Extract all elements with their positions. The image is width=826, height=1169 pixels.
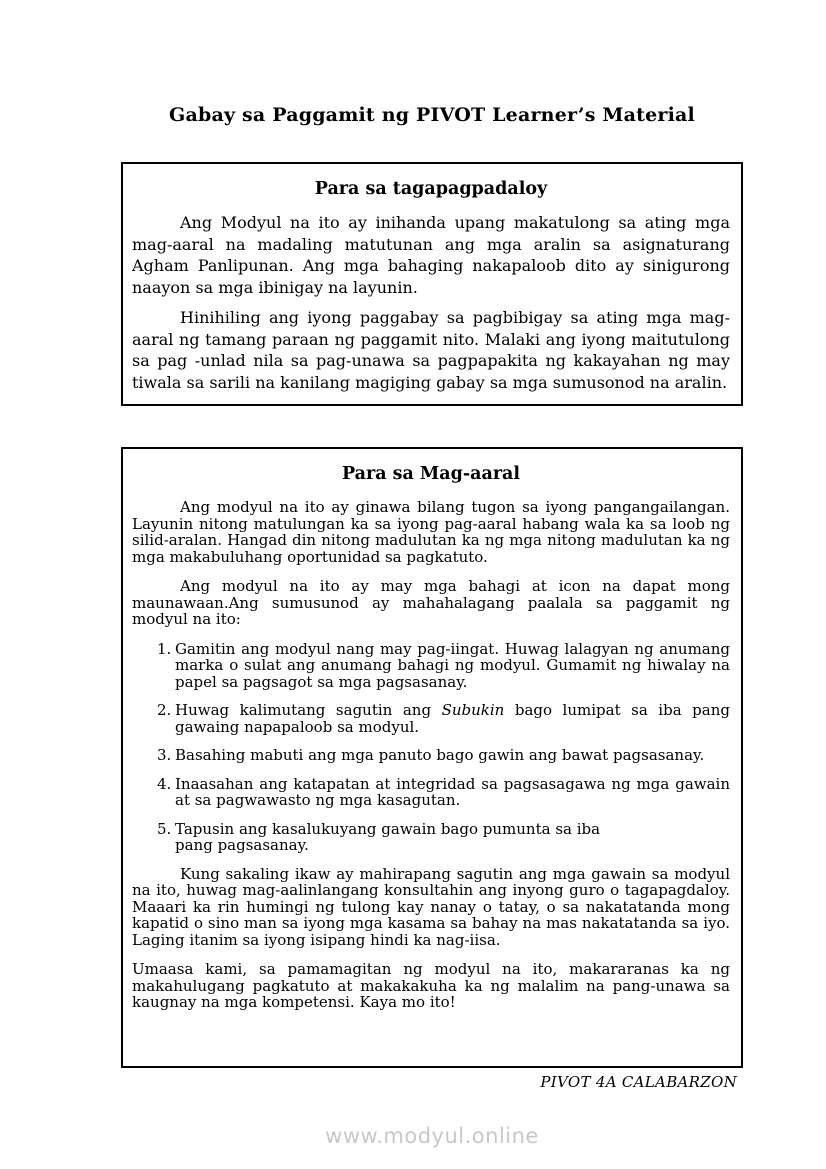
list-item-text: Inaasahan ang katapatan at integridad sa pagsasagawa ng mga gawain at sa pagwawasto ng mga kasagutan. (175, 774, 730, 809)
list-item (132, 776, 730, 809)
list-item-text: Tapusin ang kasalukuyang gawain bago pumunta sa iba pang pagsasanay. (175, 819, 601, 854)
list-item (132, 641, 730, 691)
facilitator-heading: Para sa tagapagpadaloy (314, 179, 548, 199)
learner-paragraph: Kung sakaling ikaw ay mahirapang sagutin ang mga gawain sa modyul na ito, huwag mag-aalinlangang konsultahin ang inyong guro o tagapagdaloy. Maaari ka rin humingi ng tulong kay nanay o tatay, o sa nakatatanda mong kapatid o sino man sa iyong mga kasama sa bahay na mas nakatatanda sa iyo. Laging itanim sa iyong isipang hindi ka nag-iisa. (132, 864, 730, 949)
list-item-text: Gamitin ang modyul nang may pag-iingat. Huwag lalagyan ng anumang marka o sulat ang anumang bahagi ng modyul. Gumamit ng hiwalay na papel sa pagsagot sa mga pagsasanay. (175, 639, 730, 691)
facilitator-section (121, 162, 743, 406)
watermark: www.modyul.online (325, 1124, 539, 1148)
page-title: Gabay sa Paggamit ng PIVOT Learner’s Material (169, 104, 695, 126)
list-item-number: 3. (157, 746, 172, 764)
learner-section (121, 447, 743, 1068)
list-item-number: 4. (157, 774, 172, 793)
list-item-italic: Subukin (441, 701, 505, 719)
list-item (132, 821, 627, 854)
list-item (132, 747, 730, 764)
footer-text: PIVOT 4A CALABARZON (540, 1073, 737, 1091)
learner-paragraph: Ang modyul na ito ay ginawa bilang tugon sa iyong pangangailangan. Layunin nitong matulungan ka sa iyong pag-aaral habang wala ka sa loob ng silid-aralan. Hangad din nitong madulutan ka ng mga nitong madulutan ka ng mga makabuluhang oportunidad sa pagkatuto. (132, 498, 730, 566)
facilitator-paragraph: Ang Modyul na ito ay inihanda upang makatulong sa ating mga mag-aaral na madaling matutunan ang mga aralin sa asignaturang Agham Panlipunan. Ang mga bahaging nakapaloob dito ay sinigurong naayon sa mga ibinigay na layunin. (132, 213, 730, 297)
facilitator-paragraph: Hinihiling ang iyong paggabay sa pagbibigay sa ating mga mag-aaral ng tamang paraan ng paggamit nito. Malaki ang iyong maitutulong sa pag -unlad nila sa pag-unawa sa pagpapakita ng kakayahan ng may tiwala sa sarili na kanilang magiging gabay sa mga sumusonod na aralin. (132, 308, 730, 392)
list-item-text: Basahing mabuti ang mga panuto bago gawin ang bawat pagsasanay. (175, 746, 705, 764)
reminder-list (132, 641, 730, 854)
learner-paragraph: Ang modyul na ito ay may mga bahagi at icon na dapat mong maunawaan.Ang sumusunod ay mahahalagang paalala sa paggamit ng modyul na ito: (132, 577, 730, 628)
list-item-text: bago lumipat sa iba pang gawaing napapaloob sa modyul. (175, 701, 730, 736)
list-item-number: 5. (157, 819, 172, 838)
list-item-number: 1. (157, 639, 172, 658)
list-item-number: 2. (157, 701, 172, 719)
learner-heading: Para sa Mag-aaral (341, 464, 521, 484)
list-item (132, 702, 730, 735)
learner-closing-paragraph: Umaasa kami, sa pamamagitan ng modyul na ito, makararanas ka ng makahulugang pagkatuto at makakakuha ka ng malalim na pang-unawa sa kaugnay na mga kompetensi. Kaya mo ito! (132, 960, 730, 1011)
list-item-text: Huwag kalimutang sagutin ang (175, 701, 442, 719)
